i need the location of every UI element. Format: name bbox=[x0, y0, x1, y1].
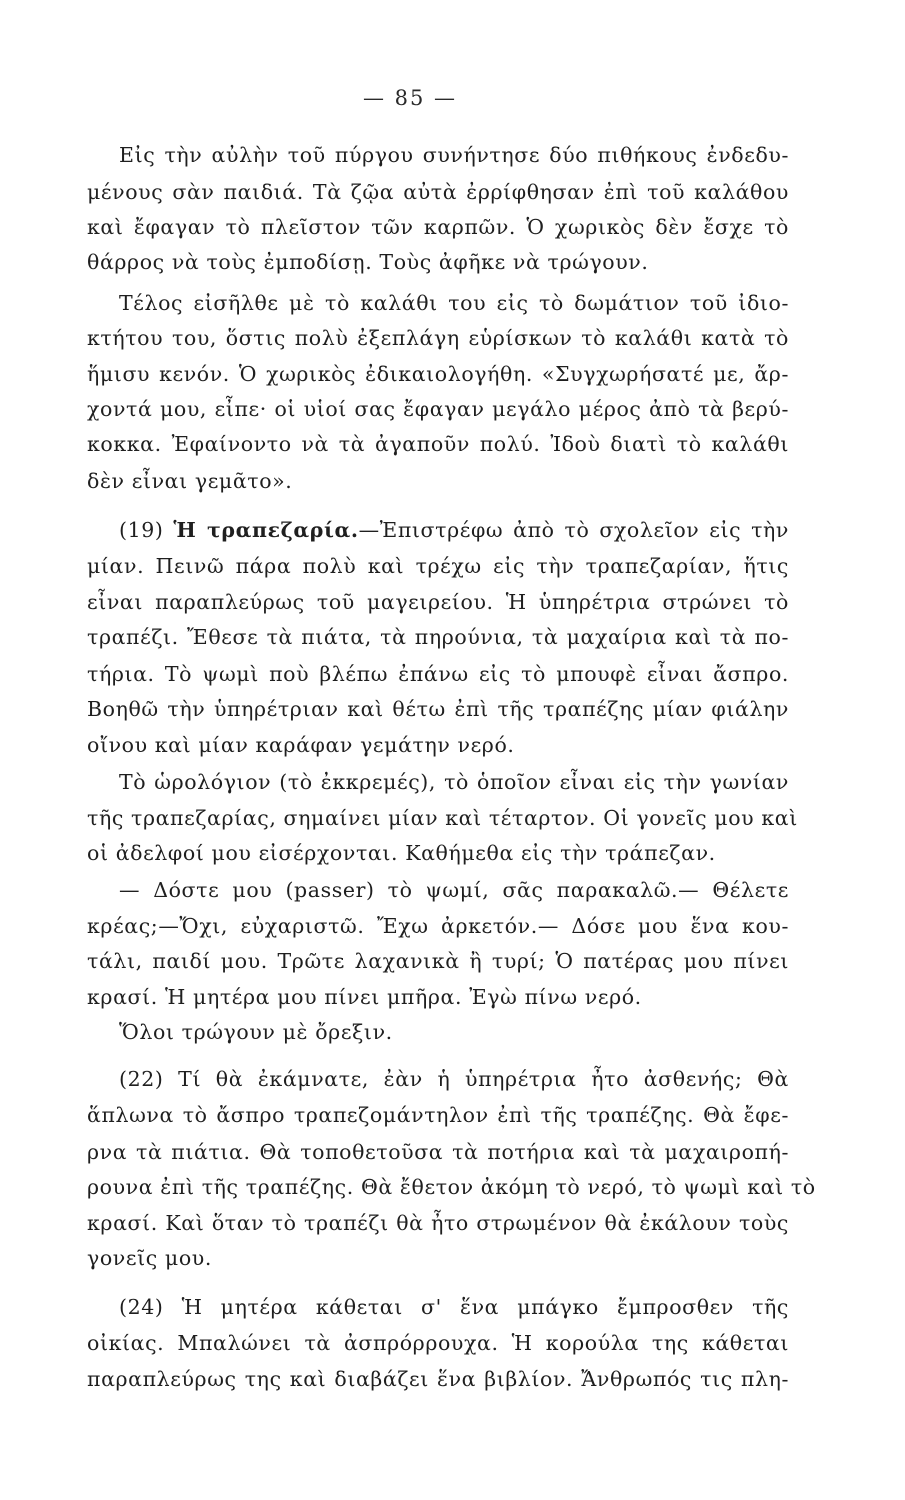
line-text: κρέας;—Ὄχι, εὐχαριστῶ. Ἔχω ἀρκετόν.— Δόσε μου ἕνα κου- bbox=[87, 914, 789, 938]
text-line bbox=[87, 735, 789, 756]
line-text: Εἰς τὴν αὐλὴν τοῦ πύργου συνήντησε δύο πιθήκους ἐνδεδυ- bbox=[119, 143, 789, 167]
text-line bbox=[87, 843, 789, 864]
page-number: — 85 — bbox=[362, 86, 458, 110]
section-number: (19) bbox=[119, 518, 174, 542]
text-line bbox=[87, 951, 789, 972]
line-text: εἶναι παραπλεύρως τοῦ μαγειρείου. Ἡ ὑπηρέτρια στρώνει τὸ bbox=[87, 590, 789, 614]
text-line bbox=[87, 1248, 789, 1269]
text-line bbox=[87, 592, 789, 613]
text-line bbox=[87, 434, 789, 455]
text-line bbox=[87, 1369, 789, 1390]
text-line bbox=[119, 880, 789, 901]
text-line bbox=[87, 1213, 789, 1234]
section-heading: Ἡ τραπεζαρία. bbox=[173, 518, 359, 542]
line-text: θάρρος νὰ τοὺς ἐμποδίσῃ. Τοὺς ἀφῆκε νὰ τρώγουν. bbox=[87, 250, 649, 274]
text-line bbox=[119, 145, 789, 166]
line-text: κρασί. Ἡ μητέρα μου πίνει μπῆρα. Ἐγὼ πίνω νερό. bbox=[87, 985, 642, 1009]
line-text: (22) Τί θὰ ἐκάμνατε, ἐὰν ἡ ὑπηρέτρια ἦτο ἀσθενής; Θὰ bbox=[119, 1067, 789, 1091]
text-line bbox=[87, 664, 789, 685]
text-line bbox=[119, 1297, 789, 1318]
text-line bbox=[87, 471, 789, 492]
line-text: οἰκίας. Μπαλώνει τὰ ἀσπρόρρουχα. Ἡ κορούλα της κάθεται bbox=[87, 1331, 789, 1355]
line-text: Ὅλοι τρώγουν μὲ ὄρεξιν. bbox=[119, 1020, 393, 1044]
text-line bbox=[87, 699, 789, 720]
line-text: γονεῖς μου. bbox=[87, 1246, 212, 1270]
text-line bbox=[87, 182, 789, 203]
text-line bbox=[119, 1069, 789, 1090]
line-text: ἥμισυ κενόν. Ὁ χωρικὸς ἐδικαιολογήθη. «Συγχωρήσατέ με, ἄρ- bbox=[87, 362, 789, 386]
text-line bbox=[87, 1105, 789, 1126]
line-text: ἅπλωνα τὸ ἄσπρο τραπεζομάντηλον ἐπὶ τῆς τραπέζης. Θὰ ἔφε- bbox=[87, 1103, 789, 1127]
line-text: χοντά μου, εἶπε· οἱ υἱοί σας ἔφαγαν μεγάλο μέρος ἀπὸ τὰ βερύ- bbox=[87, 397, 789, 421]
text-line bbox=[87, 364, 789, 385]
text-line bbox=[87, 217, 789, 238]
line-text: κοκκα. Ἐφαίνοντο νὰ τὰ ἀγαποῦν πολύ. Ἰδοὺ διατὶ τὸ καλάθι bbox=[87, 432, 789, 456]
text-line bbox=[87, 987, 789, 1008]
text-line bbox=[87, 252, 789, 273]
text-line bbox=[119, 520, 789, 541]
line-text: τραπέζι. Ἔθεσε τὰ πιάτα, τὰ πηρούνια, τὰ μαχαίρια καὶ τὰ πο- bbox=[87, 625, 789, 649]
text-line bbox=[87, 1333, 789, 1354]
line-text: (24) Ἡ μητέρα κάθεται σ' ἕνα μπάγκο ἔμπροσθεν τῆς bbox=[119, 1295, 789, 1319]
line-text: ρνα τὰ πιάτια. Θὰ τοποθετοῦσα τὰ ποτήρια καὶ τὰ μαχαιροπή- bbox=[87, 1140, 789, 1164]
text-line bbox=[87, 627, 789, 648]
text-line bbox=[87, 328, 789, 349]
text-line bbox=[87, 1142, 789, 1163]
text-line bbox=[87, 556, 789, 577]
line-text: τήρια. Τὸ ψωμὶ ποὺ βλέπω ἐπάνω εἰς τὸ μπουφὲ εἶναι ἄσπρο. bbox=[87, 662, 789, 686]
text-line bbox=[87, 1175, 816, 1199]
line-text: μένους σὰν παιδιά. Τὰ ζῷα αὐτὰ ἐρρίφθησαν ἐπὶ τοῦ καλάθου bbox=[87, 180, 789, 204]
line-text: τῆς τραπεζαρίας, σημαίνει μίαν καὶ τέταρτον. Οἱ γονεῖς μου καὶ bbox=[87, 806, 798, 830]
text-line bbox=[87, 399, 789, 420]
line-text: δὲν εἶναι γεμᾶτο». bbox=[87, 469, 293, 493]
line-text: καὶ ἔφαγαν τὸ πλεῖστον τῶν καρπῶν. Ὁ χωρικὸς δὲν ἔσχε τὸ bbox=[87, 215, 789, 239]
line-text: Βοηθῶ τὴν ὑπηρέτριαν καὶ θέτω ἐπὶ τῆς τραπέζης μίαν φιάλην bbox=[87, 697, 789, 721]
line-text: ρουνα ἐπὶ τῆς τραπέζης. Θὰ ἔθετον ἀκόμη τὸ νερό, τὸ ψωμὶ καὶ τὸ bbox=[87, 1175, 816, 1199]
line-text: οἴνου καὶ μίαν καράφαν γεμάτην νερό. bbox=[87, 733, 515, 757]
line-text: μίαν. Πεινῶ πάρα πολὺ καὶ τρέχω εἰς τὴν τραπεζαρίαν, ἥτις bbox=[87, 554, 789, 578]
line-text: παραπλεύρως της καὶ διαβάζει ἕνα βιβλίον. Ἄνθρωπός τις πλη- bbox=[87, 1367, 789, 1391]
line-text: — Δόστε μου (passer) τὸ ψωμί, σᾶς παρακαλῶ.— Θέλετε bbox=[119, 878, 789, 902]
text-line bbox=[119, 1022, 789, 1043]
text-line bbox=[87, 916, 789, 937]
line-text: Τὸ ὡρολόγιον (τὸ ἐκκρεμές), τὸ ὁποῖον εἶναι εἰς τὴν γωνίαν bbox=[119, 770, 789, 794]
text-line bbox=[119, 772, 789, 793]
line-text: Τέλος εἰσῆλθε μὲ τὸ καλάθι του εἰς τὸ δωμάτιον τοῦ ἰδιο- bbox=[119, 291, 789, 315]
text-line bbox=[87, 806, 798, 830]
text-line bbox=[119, 293, 789, 314]
line-text: κρασί. Καὶ ὅταν τὸ τραπέζι θὰ ἦτο στρωμένον θὰ ἐκάλουν τοὺς bbox=[87, 1211, 789, 1235]
line-text: τάλι, παιδί μου. Τρῶτε λαχανικὰ ἢ τυρί; Ὁ πατέρας μου πίνει bbox=[87, 949, 789, 973]
line-text: —Ἐπιστρέφω ἀπὸ τὸ σχολεῖον εἰς τὴν bbox=[358, 518, 789, 542]
line-text: κτήτου του, ὅστις πολὺ ἐξεπλάγη εὑρίσκων τὸ καλάθι κατὰ τὸ bbox=[87, 326, 789, 350]
line-text: οἱ ἀδελφοί μου εἰσέρχονται. Καθήμεθα εἰς τὴν τράπεζαν. bbox=[87, 841, 716, 865]
